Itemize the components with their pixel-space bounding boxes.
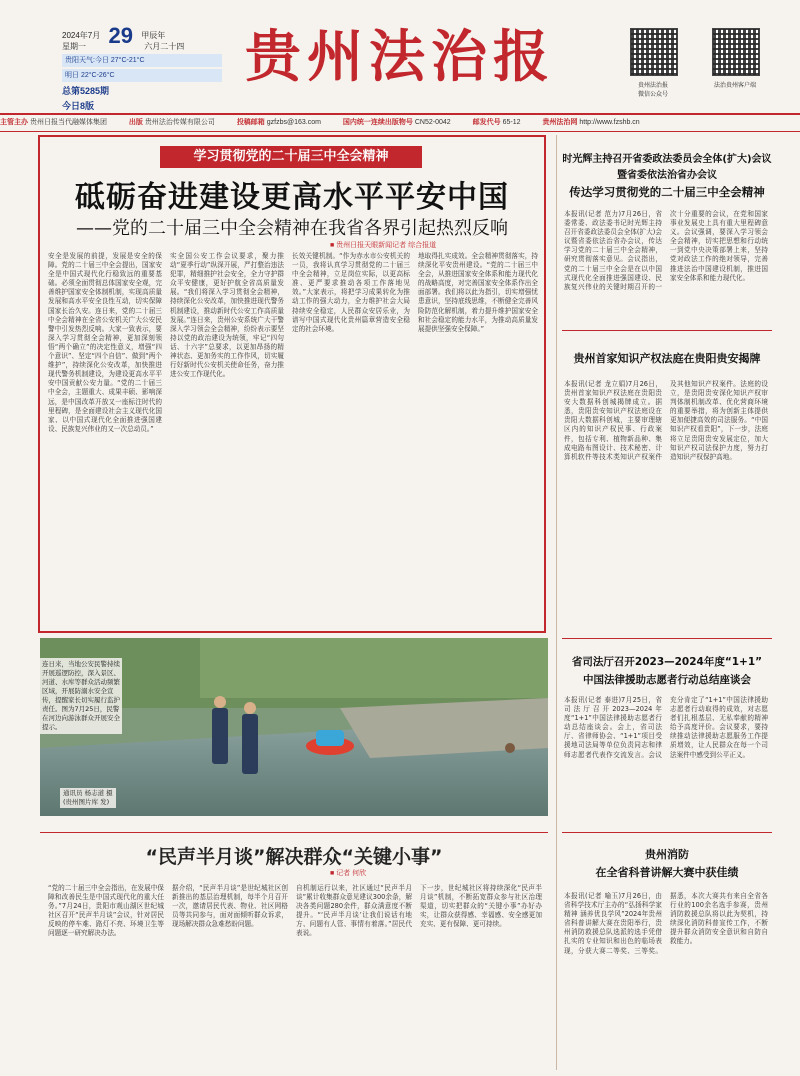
story3-body: 本报讯(记者 泰进)7月25日，省司法厅召开2023—2024年度“1+1”中国法律援助志愿者行动总结座谈会。会上，省司法厅、省律师协会、“1+1”项目受援地司法局等单位负责同志和律师志愿者代表作交流发言。会议充分肯定了“1+1”中国法律援助志愿者行动取得的成效，对志愿者们扎根基层、无私奉献的精神给予高度评价。会议要求，要持续推动法律援助志愿服务工作提质增效，让人民群众在每一个司法案件中感受到公平正义。 (564, 696, 768, 759)
photo-caption: 连日来，当地公安民警持续开展巡逻防控，深入景区、河道、水库等群众活动频繁区域，开展防溺水安全宣传，提醒家长切实履行监护责任。图为7月25日，民警在河边向游泳群众开展安全提示。 (40, 658, 122, 734)
story2-title: 贵州首家知识产权法庭在贵阳贵安揭牌 (573, 352, 761, 365)
divider (562, 638, 772, 639)
bottom-column-2: 据介绍，“民声半月谈”是世纪城社区创新推出的基层治理机制，每半个月召开一次，邀请居民代表、物业、社区网格员等共同参与，面对面倾听群众诉求，现场解决群众急难愁盼问题。 (172, 884, 288, 929)
column-rule (556, 135, 557, 1070)
qr-code-app (712, 28, 760, 76)
newspaper-logo (240, 20, 560, 90)
story1-title1: 时光辉主持召开省委政法委员会全体(扩大)会议 (562, 154, 772, 165)
lead-kicker: 学习贯彻党的二十届三中全会精神 (160, 146, 422, 168)
photo-credit: 通讯员 杨志道 摄 (贵州图片库 发) (60, 788, 116, 808)
info-item: 主管主办 贵州日报当代融媒体集团 (0, 119, 107, 126)
info-bar (0, 113, 800, 132)
qr-caption-wechat: 贵州法治报 微信公众号 (637, 83, 668, 98)
divider (40, 832, 548, 833)
bottom-column-1: “党的二十届三中全会指出，在发展中保障和改善民生是中国式现代化的重大任务。”7月24日，贵阳市观山湖区世纪城社区召开“民声半月谈”会议，针对居民反映的停车难、路灯不亮、环境卫生等问题逐一研究解决办法。 (48, 884, 164, 938)
day-number: 29 (108, 23, 133, 49)
qr-code-wechat (630, 28, 678, 76)
story3-title1: 省司法厅召开2023—2024年度“1+1” (571, 656, 763, 668)
weather-today: 贵阳天气:今日 27°C-21°C (62, 54, 222, 67)
story1-body: 本报讯(记者 范力)7月26日，省委常委、政法委书记时光辉主持召开省委政法委员会全体(扩大)会议暨省委依法治省办会议，传达学习党的二十届三中全会精神，研究贯彻落实意见。会议指出，党的二十届三中全会是在以中国式现代化全面推进强国建设、民族复兴伟业的关键时期召开的一次十分重要的会议，在党和国家事业发展史上具有重大里程碑意义。会议强调，要深入学习领会全会精神，切实把思想和行动统一到党中央决策部署上来，坚持党对政法工作的绝对领导，完善推进法治中国建设机制，推进国家安全体系和能力现代化。 (564, 210, 768, 291)
masthead-date (62, 23, 222, 112)
issue-pages: 今日8版 (62, 101, 95, 112)
lead-column-1: 安全是发展的前提，发展是安全的保障。党的二十届三中全会提出，国家安全是中国式现代化行稳致远的重要基础。必须全面贯彻总体国家安全观，完善维护国家安全体制机制，实现高质量发展和高水平安全良性互动，切实保障国家长治久安。连日来，党的二十届三中全会精神在全省公安机关广大公安民警中引发热烈反响。大家一致表示，要深入学习贯彻全会精神，更加深刻领悟“两个确立”的决定性意义，增强“四个意识”、坚定“四个自信”、做到“两个维护”，持续深化公安改革，加快推进现代警务机制建设，为建设更高水平平安中国贡献公安力量。“党的二十届三中全会，主题重大、成果丰硕、影响深远，是中国改革开放又一座标注时代的里程碑，是全面建设社会主义现代化国家、以中国式现代化全面推进强国建设、民族复兴伟业的又一次总动员。” (48, 252, 162, 433)
divider (562, 330, 772, 331)
info-item: 国内统一连续出版物号 CN52-0042 (342, 119, 451, 126)
bottom-column-4: 下一步，世纪城社区将持续深化“民声半月谈”机制，不断拓宽群众参与社区治理渠道，切实把群众的“关键小事”办好办实，让群众获得感、幸福感、安全感更加充实、更有保障、更可持续。 (420, 884, 542, 929)
divider (562, 832, 772, 833)
story4-body: 本报讯(记者 喻玉)7月26日，由省科学技术厅主办的“弘扬科学家精神 涵养优良学风”2024年贵州省科普讲解大赛在贵阳举行，贵州消防救援总队选派的选手凭借扎实的专业知识和出色的临场表现，分获大赛二等奖、三等奖。据悉，本次大赛共有来自全省各行业的100余名选手参赛，贵州消防救援总队将以此为契机，持续深化消防科普宣传工作，不断提升群众消防安全意识和自防自救能力。 (564, 892, 768, 955)
story1-title3: 传达学习贯彻党的二十届三中全会精神 (569, 185, 765, 199)
info-item: 投稿邮箱 gzfzbs@163.com (236, 119, 321, 126)
info-item: 出版 贵州法治传媒有限公司 (128, 119, 215, 126)
qr-caption-app: 法治贵州客户端 (713, 83, 756, 89)
lead-byline: ■ 贵州日报天眼新闻记者 综合报道 (330, 242, 437, 249)
date-line: 2024年7月 (62, 31, 101, 40)
lead-subhead: ——党的二十届三中全会精神在我省各界引起热烈反响 (76, 218, 508, 239)
bottom-byline: ■ 记者 何欣 (330, 870, 367, 877)
bottom-column-3: 自机制运行以来，社区通过“民声半月谈”累计收集群众意见建议300余条，解决各类问题280余件，群众满意度不断提升。“‘民声半月谈’让我们说话有地方、问题有人管、事情有着落。”居民代表说。 (296, 884, 412, 938)
lead-column-4: 地取得扎实成效。全会精神贯彻落实，持续深化平安贵州建设。“党的二十届三中全会，从推进国家安全体系和能力现代化的战略高度，对完善国家安全体系作出全面部署。我们将以此为指引，切实增强忧患意识，坚持底线思维，不断健全完善风险防范化解机制，着力提升维护国家安全和社会稳定的能力水平，为推动高质量发展提供坚强安全保障。” (418, 252, 538, 333)
officer-figure (212, 708, 228, 764)
issue-total: 总第5285期 (62, 86, 110, 97)
lunar-day: 六月二十四 (144, 42, 185, 52)
lead-column-2: 实全国公安工作会议要求，聚力推动“夏季行动”纵深开展，严打整治违法犯罪，精细推护社会安全，全力守护群众平安健康，更好护航全省高质量发展。“我们将深入学习贯彻全会精神，持续深化公安改革，加快推进现代警务机制建设，推动新时代公安工作高质量发展。”连日来，贵州公安系统广大干警深入学习领会全会精神，纷纷表示要坚持以党的政治建设为统领，牢记“四句话、十六字”总要求，以更加昂扬的精神状态、更加务实的工作作风，切实履行好新时代公安机关使命任务，奋力推进公安工作现代化。 (170, 252, 284, 379)
logo-text: 贵州法治报 (245, 24, 555, 90)
lunar-year: 甲辰年 (141, 31, 166, 40)
bottom-headline: “民声半月谈”解决群众“关键小事” (145, 846, 443, 868)
lead-column-3: 长效关键机制。“作为赤水市公安机关的一员，我将认真学习贯彻党的二十届三中全会精神，立足岗位实际，以更高标准、更严要求推动各项工作落地见效。”大家表示，将把学习成果转化为推动工作的强大动力，全力维护社会大局持续安全稳定，人民群众安居乐业，为谱写中国式现代化贵州篇章营造安全稳定的社会环境。 (292, 252, 410, 333)
story4-title1: 贵州消防 (645, 848, 689, 861)
lead-headline: 砥砺奋进建设更高水平平安中国 (75, 180, 509, 215)
info-item: 邮发代号 65-12 (472, 119, 521, 126)
story4-title2: 在全省科普讲解大赛中获佳绩 (595, 866, 739, 879)
info-item: 贵州法治网 http://www.fzshb.cn (542, 119, 640, 126)
weather-tomorrow: 明日 22°C-26°C (62, 69, 222, 82)
officer-figure (242, 714, 258, 774)
story1-title2: 暨省委依法治省办会议 (617, 170, 717, 181)
weekday: 星期一 (62, 42, 86, 52)
story3-title2: 中国法律援助志愿者行动总结座谈会 (583, 674, 751, 686)
story2-body: 本报讯(记者 龙立娟)7月26日，贵州首家知识产权法庭在贵阳贵安大数据科创城揭牌成立。据悉，贵阳贵安知识产权法庭设在贵阳大数据科创城，主要审理辖区内的知识产权民事、行政案件，包括专利、植物新品种、集成电路布图设计、技术秘密、计算机软件等技术类知识产权案件及其他知识产权案件。法庭的设立，是贵阳贵安深化知识产权审判体制机制改革、优化营商环境的重要举措，将为创新主体提供更加便捷高效的司法服务。“中国知识产权看贵阳”，下一步，法庭将立足贵阳贵安发展定位，加大知识产权司法保护力度，努力打造知识产权保护高地。 (564, 380, 768, 461)
